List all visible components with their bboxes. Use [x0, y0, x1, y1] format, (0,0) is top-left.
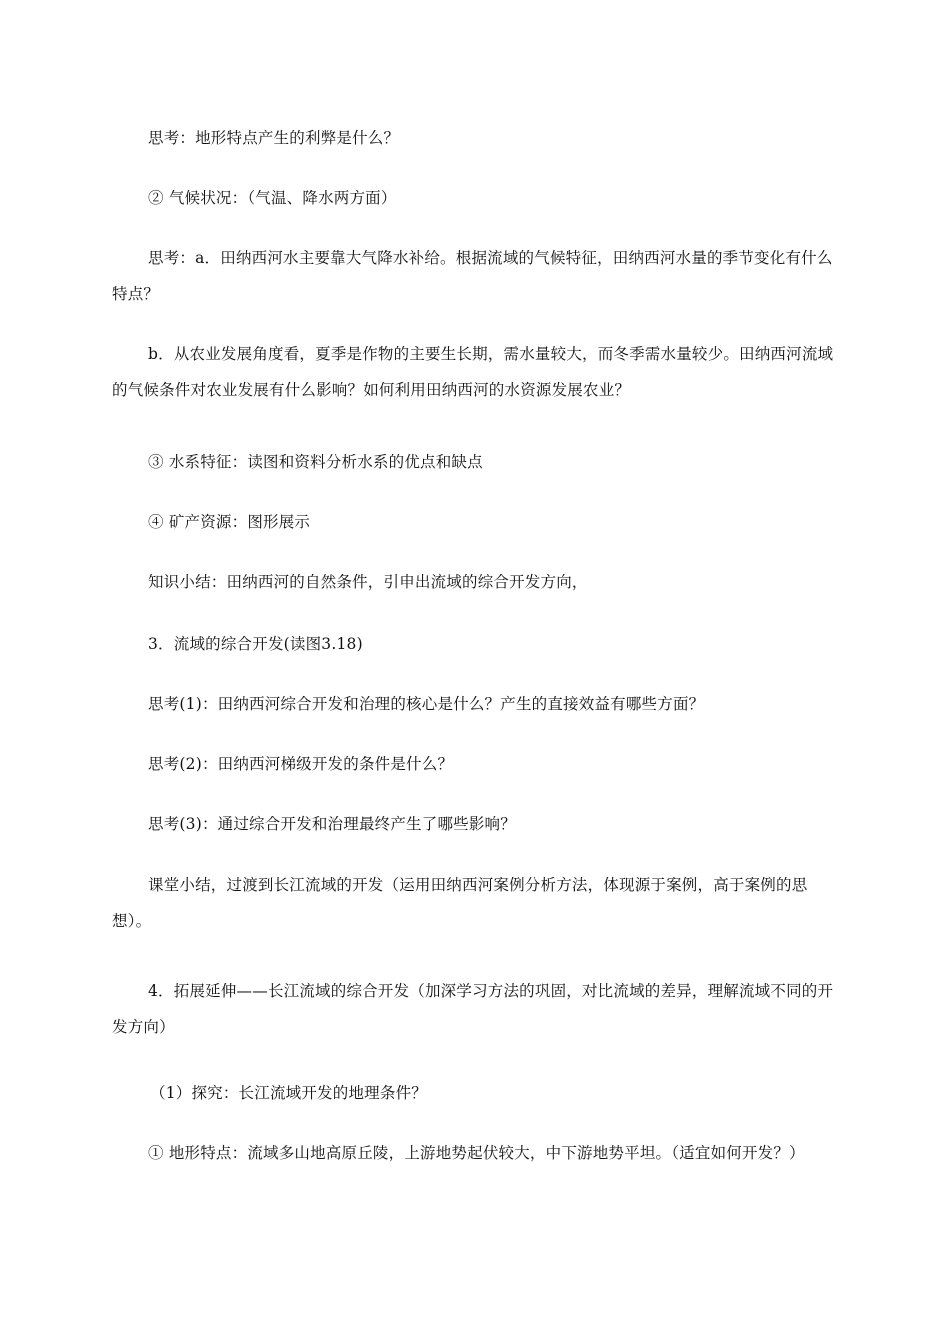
- paragraph-b: b．从农业发展角度看，夏季是作物的主要生长期，需水量较大，而冬季需水量较少。田纳西河流域的气候条件对农业发展有什么影响？如何利用田纳西河的水资源发展农业？: [112, 345, 834, 399]
- paragraph-summary: 知识小结：田纳西河的自然条件，引申出流域的综合开发方向，: [148, 573, 588, 591]
- paragraph-think-2: 思考(2)：田纳西河梯级开发的条件是什么？: [148, 755, 454, 773]
- paragraph-section-3: 3．流域的综合开发(读图3.18): [148, 635, 363, 653]
- paragraph-think-terrain: 思考：地形特点产生的利弊是什么？: [148, 129, 400, 147]
- paragraph-think-a: 思考：a．田纳西河水主要靠大气降水补给。根据流域的气候特征，田纳西河水量的季节变化有什么特点？: [112, 249, 833, 303]
- paragraph-minerals: ④ 矿产资源：图形展示: [148, 513, 311, 531]
- paragraph-explore: （1）探究：长江流域开发的地理条件？: [150, 1084, 427, 1102]
- paragraph-class-summary: 课堂小结，过渡到长江流域的开发（运用田纳西河案例分析方法，体现源于案例，高于案例的思想）。: [112, 876, 808, 930]
- paragraph-water-system: ③ 水系特征：读图和资料分析水系的优点和缺点: [148, 453, 483, 471]
- paragraph-think-1: 思考(1)：田纳西河综合开发和治理的核心是什么？产生的直接效益有哪些方面？: [148, 695, 705, 713]
- paragraph-section-4: 4．拓展延伸——长江流域的综合开发（加深学习方法的巩固，对比流域的差异，理解流域不同的开发方向）: [112, 982, 834, 1036]
- paragraph-terrain-yangtze: ① 地形特点：流域多山地高原丘陵，上游地势起伏较大，中下游地势平坦。（适宜如何开发？）: [148, 1144, 805, 1162]
- paragraph-think-3: 思考(3)：通过综合开发和治理最终产生了哪些影响？: [148, 815, 516, 833]
- paragraph-climate: ② 气候状况：（气温、降水两方面）: [148, 189, 397, 207]
